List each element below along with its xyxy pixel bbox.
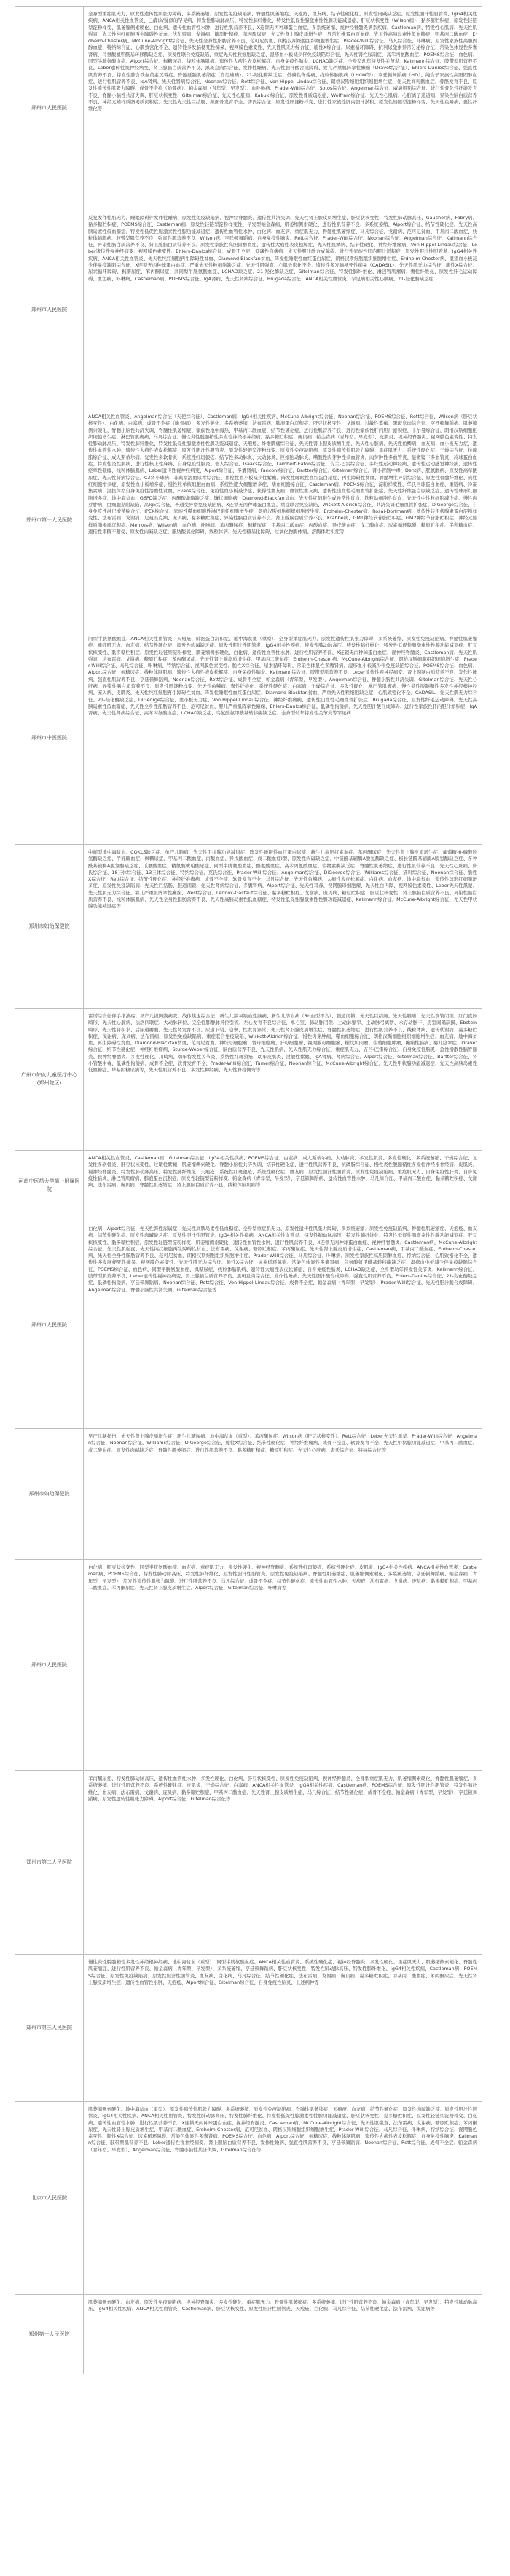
disease-list: 慢性炎性脱髓鞘性多发性神经根神经病、地中海贫血（重型）、同型半胱氨酸血症、ANCA相关性血管炎、系统性硬化症、视神经脊髓炎、多发性硬化、重症肌无力、肌萎缩侧索硬化、脊髓性肌萎缩症、进行性肌营养不良、帕金森病（青年型、早发型）、多系统萎缩、亨廷顿舞蹈病、肝豆状核变性、特发性肺动脉高压、特发性肺纤维化、IgG4相关性疾病、Castleman病、POEMS综合征、原发性免疫缺陷病、原发性胆汁性胆管炎、血友病、白化病、马凡综合征、结节性硬化症、法布雷病、戈谢病、庞贝病、黏多糖贮积症、甲基丙二酸血症、苯丙酮尿症、先天性肾上腺皮质增生症、遗传性血管性水肿、天疱疮、Alport综合征、Gitelman综合征、自身免疫性脑炎、上述病种等 bbox=[88, 1959, 477, 1985]
table-row bbox=[15, 631, 482, 845]
table-row bbox=[15, 845, 482, 1009]
hospital-name: 郑州市第一人民医院 bbox=[15, 409, 84, 631]
disease-list: 白化病、Alport综合征、先天性肾性尿崩症、先天性高胰岛素性低血糖症、全身型重症肌无力、原发性遗传性肌张力障碍、多系统萎缩、原发性免疫缺陷病、脊髓性肌萎缩症、天疱疮、血友病、结节性硬化症、原发性肉碱缺乏症、原发性胆汁性胆管炎、IgG4相关性疾病、ANCA相关性血管炎、特发性肺动脉高压、特发性肺纤维化、特发性低促性腺激素性性腺功能减退症、肝豆状核变性、黏多糖贮积症、原发性轻链型淀粉样变、肌萎缩侧索硬化、遗传性血管性水肿、进行性肌营养不良、X连锁无丙种球蛋白血症、视神经脊髓炎、Castleman病、McCune-Albright综合征、先天性肌强直、先天性纯红细胞再生障碍性贫血、法布雷病、戈谢病、糖原贮积症、苯丙酮尿症、先天性肾上腺皮质增生症、Castleman病、甲基丙二酸血症、Erdheim-Chester病、先天性全身性脂肪营养不良、范可尼贫血、朗格汉斯细胞组织细胞增生症、Prader-Willi综合征、马凡综合征、卟啉病、原发性家族性高胆固醇血症、特纳综合征、心肌致密化不全、遗传性多发脑梗死性痴呆、视网膜色素变性、先天性肌无力综合征、脆性X综合征、尿素循环障碍、常染色体显性多囊肾病、鸟氨酸氨甲酰基转移酶缺乏症、湿疹血小板减少伴免疫缺陷综合征、POEMS综合征、血色病、同型半胱氨酸血症、枫糖尿症、线粒体脑肌病、遗传性大疱性表皮松解症、自身免疫性脑炎、LCHAD缺乏症、全身型幼年特发性关节炎、Kallmann综合征、肢带型肌营养不良、Leber遗传性视神经病变、肾上腺脑白质营养不良、黑斑息肉综合征、发作性睡病、先天性胆汁酸合成障碍、强直性肌营养不良、Ehlers-Danlos综合征、21-羟化酶缺乏症、低磷性佝偻病、亨廷顿舞蹈病、Noonan综合征、Rett综合征、Von Hippel-Lindau综合征、成骨不全症、帕金森病（青年型、早发型）、Prader-Willi综合征、先天性胆汁酸合成障碍、Angelman综合征、脊髓小脑性共济失调、Gitelman综合征等 bbox=[88, 1226, 477, 1293]
table-row bbox=[15, 1009, 482, 1151]
hospital-name: 广州市妇女儿童医疗中心(郑州院区) bbox=[15, 1009, 84, 1150]
disease-list: 肌萎缩侧索硬化、地中海贫血（重型）、原发性遗传性肌张力障碍、多系统萎缩、原发性免疫缺陷病、脊髓性肌萎缩症、天疱疮、血友病、结节性硬化症、原发性肉碱缺乏症、原发性胆汁性胆管炎、IgG4相关性疾病、ANCA相关性血管炎、特发性肺动脉高压、特发性肺纤维化、特发性低促性腺激素性性腺功能减退症、肝豆状核变性、黏多糖贮积症、原发性轻链型淀粉样变、白化病、遗传性血管性水肿、进行性肌营养不良、X连锁无丙种球蛋白血症、视神经脊髓炎、Castleman病、McCune-Albright综合征、先天性肌强直、法布雷病、戈谢病、糖原贮积症、苯丙酮尿症、先天性肾上腺皮质增生症、甲基丙二酸血症、Erdheim-Chester病、范可尼贫血、朗格汉斯细胞组织细胞增生症、Prader-Willi综合征、马凡综合征、卟啉病、特纳综合征、视网膜色素变性、脆性X综合征、尿素循环障碍、常染色体显性多囊肾病、POEMS综合征、血色病、Alport综合征、枫糖尿症、线粒体脑肌病、遗传性大疱性表皮松解症、自身免疫性脑炎、Kallmann综合征、肢带型肌营养不良、Leber遗传性视神经病变、肾上腺脑白质营养不良、发作性睡病、强直性肌营养不良、亨廷顿舞蹈病、Noonan综合征、Rett综合征、成骨不全症、帕金森病（青年型、早发型）、Angelman综合征、脊髓小脑性共济失调、Gitelman综合征等 bbox=[88, 2106, 477, 2153]
table-row bbox=[15, 1151, 482, 1221]
table-row bbox=[15, 1955, 482, 2102]
table-row bbox=[15, 7, 482, 210]
hospital-name: 郑州市人民医院 bbox=[15, 1560, 84, 1770]
hospital-disease-table bbox=[15, 6, 482, 2374]
disease-list: ANCA相关性血管炎、Castleman病、Gitelman综合征、IgG4相关性疾病、POEMS综合征、白塞病、成人斯蒂尔病、大动脉炎、多发性肌炎、多发性硬化、多系统萎缩、干燥综合征、复发性多软骨炎、肝豆状核变性、过敏性紫癜、肌萎缩侧索硬化、脊髓小脑性共济失调、结节性硬化症、进行性肌营养不良、抗磷脂综合征、慢性炎性脱髓鞘性多发性神经根神经病、皮肌炎、视神经脊髓炎、特发性肺动脉高压、特发性肺纤维化、天疱疮、系统性红斑狼疮、系统性硬化症、血友病、原发性胆汁性胆管炎、原发性免疫缺陷病、重症肌无力、自身免疫性肝炎、自身免疫性脑炎、淋巴管肌瘤病、肺泡蛋白沉积症、原发性轻链型淀粉样变、帕金森病（青年型、早发型）、亨廷顿舞蹈病、遗传性血管性水肿、马凡综合征、甲基丙二酸血症、黏多糖贮积症、戈谢病、法布雷病、庞贝病、脊髓性肌萎缩症、肾上腺脑白质营养不良、线粒体脑肌病等 bbox=[88, 1155, 477, 1189]
hospital-name: 郑州市人民医院 bbox=[15, 210, 84, 409]
disease-list: 苯丙酮尿症、特发性肺动脉高压、遗传性血管性水肿、多发性硬化、白化病、肝豆状核变性、原发性免疫缺陷病、视神经脊髓炎、全身型重症肌无力、肌萎缩侧索硬化、脊髓性肌萎缩症、多系统萎缩、进行性肌营养不良、系统性硬化症、皮肌炎、干燥综合征、白塞病、ANCA相关性血管炎、IgG4相关性疾病、Castleman病、POEMS综合征、原发性胆汁性胆管炎、特发性肺纤维化、血友病、法布雷病、戈谢病、庞贝病、黏多糖贮积症、甲基丙二酸血症、先天性肾上腺皮质增生症、马凡综合征、结节性硬化症、成骨不全症、帕金森病（青年型、早发型）、亨廷顿舞蹈病、原发性遗传性肌张力障碍、Alport综合征、Gitelman综合征等 bbox=[88, 1776, 477, 1802]
hospital-name: 郑州市人民医院 bbox=[15, 7, 84, 210]
hospital-name: 北京市人民医院 bbox=[15, 2102, 84, 2294]
hospital-name: 郑州市第二人民医院 bbox=[15, 1771, 84, 1954]
table-row bbox=[15, 1429, 482, 1560]
disease-list: 同型半胱氨酸血症、ANCA相关性血管炎、天疱疮、肺泡蛋白沉积症、地中海贫血（重型）、全身型重症肌无力、原发性遗传性肌张力障碍、多系统萎缩、原发性免疫缺陷病、脊髓性肌萎缩症、重症肌无力、血友病、结节性硬化症、原发性肉碱缺乏症、原发性胆汁性胆管炎、IgG4相关性疾病、特发性肺动脉高压、特发性肺纤维化、特发性低促性腺激素性性腺功能减退症、肝豆状核变性、黏多糖贮积症、原发性轻链型淀粉样变、肌萎缩侧索硬化、白化病、遗传性血管性水肿、进行性肌营养不良、X连锁无丙种球蛋白血症、视神经脊髓炎、Castleman病、先天性肌强直、法布雷病、戈谢病、糖原贮积症、苯丙酮尿症、先天性肾上腺皮质增生症、甲基丙二酸血症、Erdheim-Chester病、McCune-Albright综合征、朗格汉斯细胞组织细胞增生症、Prader-Willi综合征、马凡综合征、卟啉病、特纳综合征、视网膜色素变性、脆性X综合征、尿素循环障碍、常染色体显性多囊肾病、湿疹血小板减少伴免疫缺陷综合征、POEMS综合征、血色病、Alport综合征、枫糖尿症、线粒体脑肌病、遗传性大疱性表皮松解症、自身免疫性脑炎、Kallmann综合征、肢带型肌营养不良、Leber遗传性视神经病变、肾上腺脑白质营养不良、发作性睡病、强直性肌营养不良、亨廷顿舞蹈病、Noonan综合征、Rett综合征、成骨不全症、帕金森病（青年型、早发型）、Angelman综合征、脊髓小脑性共济失调、Gitelman综合征、先天性心脏病、异染性脑白质营养不良、原发性肝淀粉样变、先天性鱼鳞病、囊性纤维化、系统性硬化症、白塞病、干燥综合征、多发性硬化、淋巴管肌瘤病、慢性炎性脱髓鞘性多发性神经根神经病、庞贝病、皮肌炎、先天性纯红细胞再生障碍性贫血、阵发性睡眠性血红蛋白尿症、Diamond-Blackfan贫血、严重先天性粒细胞缺乏症、心肌致密化不全、CADASIL、先天性肌无力综合征、21-羟化酶缺乏症、DiGeorge综合征、血小板无力症、Von Hippel-Lindau综合征、神经纤维瘤病、遗传性出血性毛细血管扩张症、Brugada综合征、原发性纤毛运动障碍、先天性高胰岛素性低血糖症、先天性全身性脂肪营养不良、范可尼贫血、婴儿严重肌阵挛性癫痫、Ehlers-Danlos综合征、低磷性佝偻病、先天性胆汁酸合成障碍、进行性家族性肝内胆汁淤积症、IgA肾病、先天性肾病综合征、高苯丙氨酸血症、LCHAD缺乏症、鸟氨酸氨甲酰基转移酶缺乏症、全身型幼年特发性关节炎等罕见病 bbox=[88, 636, 477, 717]
disease-list: 雷诺综合征伴手指溃疡、早产儿视网膜病变、战体焦虑综合征、新生儿缺氧缺血性脑病、新生儿溶血病（Rh血型不合）、胆道闭锁、先天性巨结肠、先天性膈疝、先天性食管闭锁、肛门直肠畸形、先天性心脏病、法洛四联症、大动脉转位、完全性肺静脉异位引流、左心发育不良综合征、单心室、肺动脉闭锁、主动脉缩窄、主动脉弓离断、永存动脉干、房室间隔缺损、Ebstein畸形、先天性肾积水、后尿道瓣膜、先天性肾发育不良、尿道下裂、隐睾、性发育异常、先天性肾上腺皮质增生症、脊髓性肌萎缩症、进行性肌营养不良、线粒体病、遗传代谢病、黏多糖贮积症、戈谢病、庞贝病、法布雷病、原发性免疫缺陷病、重症联合免疫缺陷、Wiskott-Aldrich综合征、慢性肉芽肿病、噬血细胞综合征、朗格汉斯细胞组织细胞增生症、血友病、地中海贫血、再生障碍性贫血、Diamond-Blackfan贫血、范可尼贫血、神经母细胞瘤、肾母细胞瘤、肝母细胞瘤、视网膜母细胞瘤、横纹肌肉瘤、生殖细胞肿瘤、癫痫性脑病、婴儿痉挛症、Dravet综合征、结节性硬化症、神经纤维瘤病、Sturge-Weber综合征、脑白质营养不良、先天性肌病、先天性肌无力综合征、重症肌无力、吉兰-巴雷综合征、自身免疫性脑炎、急性播散性脑脊髓炎、视神经脊髓炎、多发性硬化、川崎病、幼年特发性关节炎、系统性红斑狼疮、幼年皮肌炎、过敏性紫癜、IgA肾病、肾病综合征、Alport综合征、Gitelman综合征、Bartter综合征、肾小管酸中毒、低磷性佝偻病、成骨不全症、软骨发育不全、Prader-Willi综合征、Turner综合征、Noonan综合征、McCune-Albright综合征、先天性甲状腺功能减退症、先天性高胰岛素性低血糖症、单基因糖尿病等，先天性肌营养不良、多发性神经病、先天性脊柱侧弯等 bbox=[88, 1013, 477, 1074]
disease-list: 中间型地中海贫血、COKL5缺乏症、单产儿脑病、先天性甲状腺功能减退症、阵发性睡眠性血红蛋白尿症、新生儿高胆红素血症、苯丙酮尿症、先天性肾上腺皮质增生症、葡萄糖-6-磷酸脱氢酶缺乏症、半乳糖血症、枫糖尿症、甲基丙二酸血症、丙酸血症、异戊酸血症、戊二酸血症I型、原发性肉碱缺乏症、中链酰基辅酶A脱氢酶缺乏症、极长链酰基辅酶A脱氢酶缺乏症、多种酰基辅酶A脱氢酶缺乏症、瓜氨酸血症、精氨酸琥珀酸尿症、同型半胱氨酸血症、酪氨酸血症、高苯丙氨酸血症、生物素酶缺乏症、脊髓性肌萎缩症、进行性肌营养不良、先天性心脏病、唐氏综合征、18三体综合征、13三体综合征、特纳综合征、克氏综合征、Prader-Willi综合征、Angelman综合征、DiGeorge综合征、Williams综合征、猫叫综合征、Noonan综合征、脆性X综合征、Rett综合征、结节性硬化症、神经纤维瘤病、成骨不全症、软骨发育不全、马凡综合征、先天性鱼鳞病、大疱性表皮松解症、白化病、血友病、地中海贫血、遗传性球形红细胞增多症、原发性免疫缺陷病、先天性巨结肠、胆道闭锁、先天性肾病综合征、多囊肾病、Alport综合征、先天性耳聋、视网膜母细胞瘤、先天性白内障、视网膜色素变性、Leber先天性黑蒙、先天性肌无力综合征、婴儿严重肌阵挛性癫痫、West综合征、Lennox-Gastaut综合征、黏多糖贮积症、戈谢病、庞贝病、糖原贮积症、肝豆状核变性、肾上腺脑白质营养不良、异染性脑白质营养不良、线粒体脑肌病、先天性全身性脂肪营养不良、先天性高胰岛素性低血糖症、特发性低促性腺激素性性腺功能减退症、Kallmann综合征、McCune-Albright综合征、先天性甲状腺功能减退症等 bbox=[88, 849, 477, 910]
disease-list: 全身型重症肌无力、原发性遗传性肌张力障碍、多系统萎缩、原发性免疫缺陷病、脊髓性肌萎缩症、天疱疮、血友病、结节性硬化症、原发性肉碱缺乏症、原发性胆汁性胆管炎、IgG4相关性疾病、ANCA相关性血管炎、已确诊/疑似的罕见病，特发性肺动脉高压、特发性肺纤维化、特发性低促性腺激素性性腺功能减退症、肝豆状核变性（Wilson病）、黏多糖贮积症、原发性轻链型淀粉样变、肌萎缩侧索硬化、白化病、遗传性血管性水肿、进行性肌营养不良、X连锁无丙种球蛋白血症、多系统萎缩、视神经脊髓炎谱系疾病、Castleman病、特发性心肌病、先天性肌强直、先天性纯红细胞再生障碍性贫血、法布雷病、戈谢病、糖原贮积症、苯丙酮尿症、先天性肾上腺皮质增生症、异常纤维蛋白原血症、先天性高胰岛素性低血糖症、甲基丙二酸血症、Erdheim-Chester病、McCune-Albright综合征、先天性全身性脂肪营养不良、范可尼贫血、朗格汉斯细胞组织细胞增生症、Prader-Willi综合征、马凡综合征、卟啉病、原发性家族性高胆固醇血症、特纳综合征、心肌致密化不全、遗传性多发脑梗死性痴呆、视网膜色素变性、先天性肌无力综合征、脆性X综合征、尿素循环障碍、抗利尿激素异常分泌综合征、常染色体显性多囊肾病、鸟氨酸氨甲酰基转移酶缺乏症、原发性联合免疫缺陷、重症先天性粒细胞缺乏症、湿疹血小板减少伴免疫缺陷综合征、先天性肾性尿崩症、高苯丙氨酸血症、POEMS综合征、血色病、同型半胱氨酸血症、Alport综合征、枫糖尿症、线粒体脑肌病、遗传性大疱性表皮松解症、自身免疫性脑炎、LCHAD缺乏症、全身型幼年特发性关节炎、Kallmann综合征、肢带型肌营养不良、Leber遗传性视神经病变、肾上腺脑白质营养不良、黑斑息肉综合征、发作性睡病、先天性胆汁酸合成障碍、婴儿严重肌阵挛性癫痫（Dravet综合征）、Ehlers-Danlos综合征、强直性肌营养不良、特发性肺含铁血黄素沉着症、脊髓延髓肌萎缩症（肯尼迪病）、21-羟化酶缺乏症、低磷性佝偻病、线粒体脑肌病（LHON等）、亨廷顿舞蹈病（HD）、纯合子家族性高胆固醇血症、进行性肌营养不良、IgA肾病、先天性肾病综合征、Noonan综合征、Rett综合征、Von Hippel-Lindau综合征、朗格汉斯细胞组织细胞增生症、先天性高乳酸血症、骨骼发育不良、原发性遗传性肌张力障碍、成骨不全症（脆骨病）、帕金森病（青年型、早发型）、血卟啉病、Prader-Willi综合征、Sotos综合征、Angelman综合征、威廉姆斯综合征、进行性骨化性纤维发育不良、脊髓小脑性共济失调、肝豆状核变性、Gitelman综合征、先天性心脏病、Kabuki综合征、原发性骨质疏松症、Wolfram综合征、先天性心肌病、心脏离子通道病、异染性脑白质营养不良、神经元蜡样质脂褐质沉积症、先天性先天性巨结肠、颅面骨发育不全、唐氏综合征、原发性肝淀粉样变、进行性家族性肝内胆汁淤积、原发性轻链型淀粉样变、先天性鱼鳞病、囊性纤维化等 bbox=[88, 11, 477, 112]
disease-list: ANCA相关性血管炎、Angelman综合征（天使综合征）、Castleman病、IgG4相关性疾病、McCune-Albright综合征、Noonan综合征、POEMS综合征、Rett综合征、Wilson病（肝豆状核变性）、白化病、白塞病、成骨不全症（脆骨病）、多发性硬化、多系统萎缩、法布雷病、肺泡蛋白沉积症、肝豆状核变性、戈谢病、过敏性紫癜、黑斑息肉综合征、亨廷顿舞蹈病、肌萎缩侧索硬化、脊髓小脑性共济失调、脊髓性肌萎缩症、家族性地中海热、甲基丙二酸血症、结节性硬化症、进行性肌营养不良、进行性家族性肝内胆汁淤积症、卡尔曼综合征、朗格汉斯细胞组织细胞增生症、淋巴管肌瘤病、马凡综合征、慢性炎性脱髓鞘性多发性神经根神经病、黏多糖贮积症、庞贝病、帕金森病（青年型、早发型）、皮肌炎、视神经脊髓炎、视网膜色素变性、特发性肺动脉高压、特发性肺纤维化、特发性低促性腺激素性性腺功能减退症、天疱疮、纤维肌痛综合征、先天性肾上腺皮质增生症、先天性心脏病、先天性鱼鳞病、血友病、血小板无力症、遗传性血管性水肿、遗传性大疱性表皮松解症、原发性胆汁性胆管炎、原发性轻链型淀粉样变、原发性免疫缺陷病、原发性遗传性肌张力障碍、重症肌无力、系统性硬化症、干燥综合征、抗磷脂综合征、成人斯蒂尔病、复发性多软骨炎、系统性红斑狼疮、结节性多动脉炎、大动脉炎、巨细胞动脉炎、嗜酸性肉芽肿性多血管炎、肉芽肿性多血管炎、显微镜下多血管炎、冷球蛋白血症、特发性炎性肌病、进行性核上性麻痹、自身免疫性脑炎、僵人综合征、Isaacs综合征、Lambert-Eaton综合征、吉兰-巴雷综合征、多灶性运动神经病、遗传性运动感觉神经病、遗传性痉挛性截瘫、线粒体脑肌病、Leber遗传性视神经病变、Alport综合征、多囊肾病、Fanconi综合征、Bartter综合征、Gitelman综合征、肾小管酸中毒、Dent病、胱氨酸病、原发性高草酸尿症、先天性肾病综合征、C3肾小球病、非典型溶血尿毒综合征、血栓性血小板减少性紫癜、阵发性睡眠性血红蛋白尿症、再生障碍性贫血、骨髓增生异常综合征、原发性骨髓纤维化、真性红细胞增多症、原发性血小板增多症、慢性粒单核细胞白血病、系统性肥大细胞增多症、嗜血细胞综合征、Castleman病、POEMS综合征、淀粉样变性、华氏巨球蛋白血症、重链病、冷凝集素病、温抗体型自身免疫性溶血性贫血、Evans综合征、免疫性血小板减少症、获得性血友病、血管性血友病、遗传性出血性毛细血管扩张症、先天性纤维蛋白原缺乏症、遗传性球形红细胞增多症、地中海贫血、G6PD缺乏症、丙酮酸激酶缺乏症、镰状细胞病、Diamond-Blackfan贫血、先天性红细胞生成异常性贫血、铁粒幼细胞性贫血、先天性中性粒细胞减少症、慢性肉芽肿病、白细胞黏附缺陷、高IgE综合征、普通变异型免疫缺陷病、X连锁无丙种球蛋白血症、重症联合免疫缺陷、Wiskott-Aldrich综合征、共济失调毛细血管扩张症、DiGeorge综合征、自身免疫性淋巴增殖综合征、IPEX综合征、家族性噬血细胞性淋巴组织细胞增生症、朗格汉斯细胞组织细胞增生症、Erdheim-Chester病、Rosai-Dorfman病、遗传性转甲状腺素蛋白淀粉样变性、法布雷病、戈谢病、尼曼匹克病、庞贝病、黏多糖贮积症、异染性脑白质营养不良、肾上腺脑白质营养不良、Krabbe病、GM1神经节苷脂贮积症、GM2神经节苷脂贮积症、神经元蜡样质脂褐质沉积症、Menkes病、Wilson病、血色病、卟啉病、苯丙酮尿症、枫糖尿症、甲基丙二酸血症、丙酸血症、异戊酸血症、戊二酸血症、尿素循环障碍、糖原贮积症、半乳糖血症、遗传性果糖不耐受、原发性肉碱缺乏症、脂肪酸氧化障碍、线粒体病、先天性糖基化障碍、过氧化物酶体病、溶酶体贮积症等 bbox=[88, 414, 477, 535]
disease-list: 早产儿脑损伤、先天性肾上腺皮质增生症、新生儿糖尿病、地中海贫血（重型）、苯丙酮尿症、Wilson病（肝豆状核变性）、Rett综合征、Leber先天性黑蒙、Prader-Willi综合征、Angelman综合征、Noonan综合征、Williams综合征、DiGeorge综合征、脆性X综合征、结节性硬化症、神经纤维瘤病、成骨不全症、软骨发育不全、先天性甲状腺功能减退症、甲基丙二酸血症、戊二酸血症、原发性肉碱缺乏症、脊髓性肌萎缩症、进行性肌营养不良、黏多糖贮积症、糖原贮积症、先天性心脏病、唐氏综合征、特纳综合征等 bbox=[88, 1433, 477, 1453]
hospital-name: 郑州市妇幼保健院 bbox=[15, 1429, 84, 1559]
disease-list: 白化病、肝豆状核变性、同型半胱氨酸血症、血友病、重症肌无力、多发性硬化、视神经脊髓炎、系统性红斑狼疮、系统性硬化症、皮肌炎、IgG4相关性疾病、ANCA相关性血管炎、Castleman病、POEMS综合征、特发性肺动脉高压、特发性肺纤维化、原发性胆汁性胆管炎、原发性免疫缺陷病、脊髓性肌萎缩症、肌萎缩侧索硬化、多系统萎缩、亨廷顿舞蹈病、帕金森病（青年型、早发型）、原发性遗传性肌张力障碍、进行性肌营养不良、马凡综合征、成骨不全症、结节性硬化症、遗传性血管性水肿、天疱疮、法布雷病、戈谢病、庞贝病、黏多糖贮积症、甲基丙二酸血症、苯丙酮尿症、先天性肾上腺皮质增生症、Alport综合征、Gitelman综合征、卟啉病等 bbox=[88, 1564, 477, 1591]
table-row bbox=[15, 2102, 482, 2295]
disease-list: 肌萎缩侧索硬化、血友病、原发性免疫缺陷病、视神经脊髓炎、多发性硬化、重症肌无力、脊髓性肌萎缩症、多系统萎缩、进行性肌营养不良、帕金森病（青年型、早发型）、特发性肺动脉高压、IgG4相关性疾病、ANCA相关性血管炎、Castleman病、肝豆状核变性、原发性胆汁性胆管炎、天疱疮、白化病、马凡综合征、结节性硬化症、法布雷病、戈谢病等 bbox=[88, 2299, 477, 2312]
hospital-name: 郑州市人民医院 bbox=[15, 1221, 84, 1428]
hospital-name: 郑州市第三人民医院 bbox=[15, 1955, 84, 2101]
disease-list: 反复发作性肌无力、睡眠障碍伴发作性睡病、原发性免疫缺陷病、视神经脊髓炎、遗传性共济失调、先天性肾上腺皮质增生症、肝豆状核变性、特发性肺动脉高压、Gaucher病、Fabry病、黏多糖贮积症、POEMS综合征、Castleman病、原发性轻链型淀粉样变性、早发型帕金森病、肌萎缩侧索硬化、进行性肌营养不良、多系统萎缩、Alport综合征、结节性硬化症、先天性高胰岛素性低血糖症、特发性低促性腺激素性性腺功能减退症、遗传性血管性水肿、白化病、血友病、重症肌无力、脊髓性肌萎缩症、马凡综合征、戈谢病、范可尼贫血、甲基丙二酸血症、线粒体脑肌病、肢带型肌营养不良、强直性肌营养不良、Wilson病、亨廷顿舞蹈病、自身免疫性脑炎、Rett综合征、Prader-Willi综合征、Noonan综合征、Angelman综合征、Kallmann综合征、异染性脑白质营养不良、肾上腺脑白质营养不良、原发性家族性高胆固醇血症、遗传性大疱性表皮松解症、先天性鱼鳞病、结节性硬化、神经纤维瘤病、Von Hippel-Lindau综合征、Leber遗传性视神经病变、视网膜色素变性、Ehlers-Danlos综合征、成骨不全症、低磷性佝偻病、先天性胆汁酸合成障碍、进行性家族性肝内胆汁淤积症、原发性胆汁性胆管炎、IgG4相关性疾病、ANCA相关性血管炎、先天性纯红细胞再生障碍性贫血、Diamond-Blackfan贫血、阵发性睡眠性血红蛋白尿症、朗格汉斯细胞组织细胞增生症、Erdheim-Chester病、湿疹血小板减少伴免疫缺陷综合征、X连锁无丙种球蛋白血症、严重先天性粒细胞缺乏症、先天性肌强直、心肌致密化不全、遗传性多发脑梗死性痴呆（CADASIL）、先天性肌无力综合征、脆性X综合征、尿素循环障碍、枫糖尿症、苯丙酮尿症、高同型半胱氨酸血症、LCHAD缺乏症、21-羟化酶缺乏症、Gitelman综合征、特发性肺纤维化、淋巴管肌瘤病、囊性纤维化、原发性纤毛运动障碍、血色病、卟啉病、Castleman病、POEMS综合征、IgA肾病、先天性肾病综合征、Brugada综合征、ANCA相关性血管炎、罕见病相关性心肌病、21-羟化酶缺乏症 bbox=[88, 215, 477, 282]
hospital-name: 河南中医药大学第一附属医院 bbox=[15, 1151, 84, 1221]
hospital-name: 郑州市中医医院 bbox=[15, 631, 84, 844]
table-row bbox=[15, 1771, 482, 1955]
table-row bbox=[15, 1221, 482, 1429]
table-row bbox=[15, 2295, 482, 2374]
table-row bbox=[15, 1560, 482, 1771]
hospital-name: 郑州市妇幼保健院 bbox=[15, 845, 84, 1008]
hospital-name: 郑州第一人民医院 bbox=[15, 2295, 84, 2374]
table-row bbox=[15, 210, 482, 409]
table-row bbox=[15, 409, 482, 631]
